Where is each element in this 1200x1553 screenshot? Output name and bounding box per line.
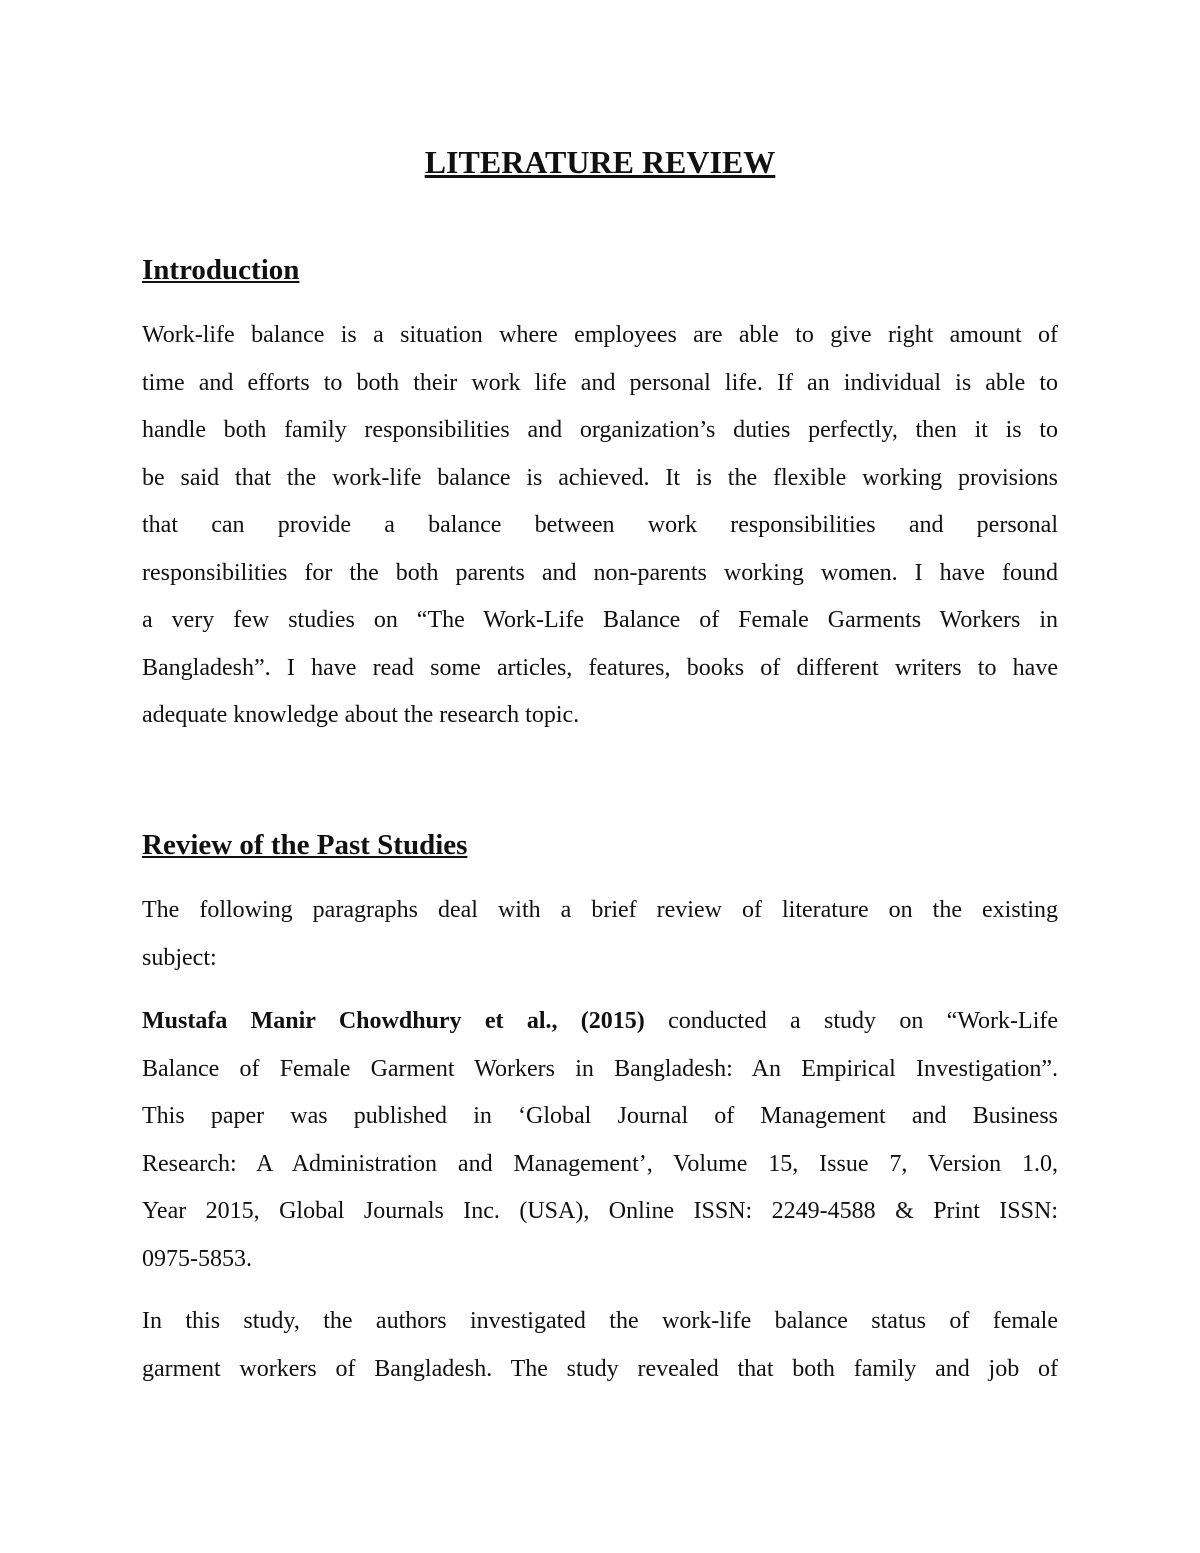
paragraph-line: The following paragraphs deal with a brief review of literature on the existing <box>142 897 1058 923</box>
paragraph-line: In this study, the authors investigated the work-life balance status of female <box>142 1308 1058 1334</box>
paragraph-line: a very few studies on “The Work-Life Balance of Female Garments Workers in <box>142 607 1058 633</box>
introduction-heading: Introduction <box>142 254 300 286</box>
paragraph-line: Year 2015, Global Journals Inc. (USA), Online ISSN: 2249-4588 & Print ISSN: <box>142 1198 1058 1224</box>
paragraph-line: responsibilities for the both parents and non-parents working women. I have found <box>142 559 1058 586</box>
paragraph-line: time and efforts to both their work life and personal life. If an individual is able to <box>142 369 1058 396</box>
paragraph-line: Work-life balance is a situation where employees are able to give right amount of <box>142 322 1058 348</box>
chowdhury-study-paragraph <box>142 998 1058 1283</box>
paragraph-line: Balance of Female Garment Workers in Bangladesh: An Empirical Investigation”. <box>142 1055 1058 1082</box>
paragraph-line: that can provide a balance between work responsibilities and personal <box>142 512 1058 538</box>
line-text: conducted a study on “Work-Life <box>644 1008 1059 1034</box>
paragraph-line: garment workers of Bangladesh. The study revealed that both family and job of <box>142 1355 1058 1382</box>
paragraph-line: Research: A Administration and Management’, Volume 15, Issue 7, Version 1.0, <box>142 1150 1058 1177</box>
review-heading: Review of the Past Studies <box>142 829 468 861</box>
introduction-paragraph <box>142 312 1058 740</box>
review-intro-paragraph <box>142 887 1058 982</box>
study-findings-paragraph <box>142 1298 1058 1393</box>
paragraph-line: be said that the work-life balance is achieved. It is the flexible working provisions <box>142 464 1058 491</box>
paragraph-line: 0975-5853. <box>142 1245 252 1272</box>
paragraph-line: adequate knowledge about the research topic. <box>142 702 580 728</box>
paragraph-line: This paper was published in ‘Global Journal of Management and Business <box>142 1103 1058 1129</box>
paragraph-line <box>142 998 1058 1046</box>
paragraph-line: Bangladesh”. I have read some articles, features, books of different writers to have <box>142 654 1058 681</box>
citation-author-year: Mustafa Manir Chowdhury et al., (2015) <box>142 1008 645 1034</box>
paragraph-line: subject: <box>142 944 217 971</box>
paragraph-line: handle both family responsibilities and organization’s duties perfectly, then it is to <box>142 417 1058 443</box>
page-title: LITERATURE REVIEW <box>424 144 776 180</box>
